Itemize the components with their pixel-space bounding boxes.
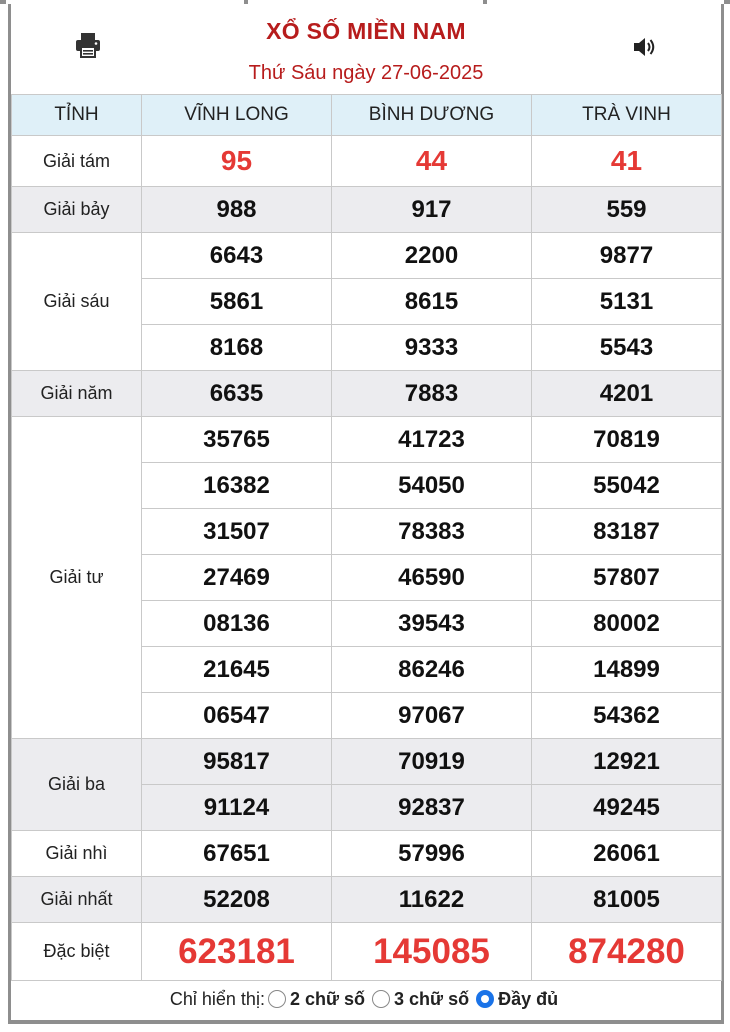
table-row <box>12 831 722 877</box>
prize-label: Giải nhì <box>12 831 142 877</box>
speaker-icon[interactable] <box>631 34 659 60</box>
table-row <box>12 187 722 233</box>
prize-number: 57807 <box>532 555 722 601</box>
results-header <box>11 4 721 94</box>
prize-number: 70919 <box>332 739 532 785</box>
table-header-row <box>12 95 722 136</box>
prize-number: 39543 <box>332 601 532 647</box>
col-header-vinh-long: VĨNH LONG <box>142 95 332 136</box>
prize-number: 5543 <box>532 325 722 371</box>
prize-number: 12921 <box>532 739 722 785</box>
prize-number: 6635 <box>142 371 332 417</box>
radio-unchecked[interactable] <box>372 990 390 1008</box>
prize-number: 14899 <box>532 647 722 693</box>
special-prize-number: 874280 <box>532 923 722 981</box>
table-row <box>12 233 722 279</box>
prize-number: 31507 <box>142 509 332 555</box>
prize-number: 06547 <box>142 693 332 739</box>
table-row <box>12 877 722 923</box>
table-row <box>12 371 722 417</box>
prize-number: 86246 <box>332 647 532 693</box>
prize-number: 54362 <box>532 693 722 739</box>
prize-number: 8615 <box>332 279 532 325</box>
prize-number: 95 <box>142 136 332 187</box>
prize-number: 27469 <box>142 555 332 601</box>
table-row <box>12 417 722 463</box>
prize-number: 97067 <box>332 693 532 739</box>
prize-number: 92837 <box>332 785 532 831</box>
prize-number: 80002 <box>532 601 722 647</box>
display-options-label: Chỉ hiển thị: <box>169 988 265 1009</box>
table-row <box>12 923 722 981</box>
radio-unchecked[interactable] <box>268 990 286 1008</box>
prize-number: 57996 <box>332 831 532 877</box>
prize-number: 78383 <box>332 509 532 555</box>
prize-number: 9877 <box>532 233 722 279</box>
option-label: Đầy đủ <box>498 988 559 1009</box>
prize-number: 7883 <box>332 371 532 417</box>
prize-number: 5131 <box>532 279 722 325</box>
prize-number: 41 <box>532 136 722 187</box>
prize-number: 4201 <box>532 371 722 417</box>
prize-number: 5861 <box>142 279 332 325</box>
option-label: 2 chữ số <box>289 988 366 1009</box>
prize-number: 21645 <box>142 647 332 693</box>
prize-number: 9333 <box>332 325 532 371</box>
table-row <box>12 739 722 785</box>
special-prize-number: 623181 <box>142 923 332 981</box>
prize-number: 6643 <box>142 233 332 279</box>
option-2-digits[interactable] <box>268 989 369 1010</box>
prize-label: Giải bảy <box>12 187 142 233</box>
table-row <box>12 136 722 187</box>
results-table <box>11 94 722 981</box>
option-label: 3 chữ số <box>394 988 470 1009</box>
option-3-digits[interactable] <box>372 989 473 1010</box>
prize-number: 95817 <box>142 739 332 785</box>
col-header-binh-duong: BÌNH DƯƠNG <box>332 95 532 136</box>
prize-number: 54050 <box>332 463 532 509</box>
prize-number: 46590 <box>332 555 532 601</box>
prize-number: 26061 <box>532 831 722 877</box>
prize-label: Giải năm <box>12 371 142 417</box>
prize-number: 08136 <box>142 601 332 647</box>
option-full[interactable] <box>476 989 562 1010</box>
display-options <box>11 979 721 1019</box>
prize-number: 70819 <box>532 417 722 463</box>
prize-number: 16382 <box>142 463 332 509</box>
prize-label: Giải tám <box>12 136 142 187</box>
prize-label: Giải ba <box>12 739 142 831</box>
prize-number: 44 <box>332 136 532 187</box>
special-prize-number: 145085 <box>332 923 532 981</box>
draw-date: Thứ Sáu ngày 27-06-2025 <box>248 62 484 84</box>
prize-number: 81005 <box>532 877 722 923</box>
prize-number: 83187 <box>532 509 722 555</box>
page-title: XỔ SỐ MIỀN NAM <box>266 18 466 44</box>
prize-number: 55042 <box>532 463 722 509</box>
prize-number: 52208 <box>142 877 332 923</box>
prize-number: 35765 <box>142 417 332 463</box>
prize-number: 67651 <box>142 831 332 877</box>
prize-number: 917 <box>332 187 532 233</box>
prize-label: Đặc biệt <box>12 923 142 981</box>
col-header-tra-vinh: TRÀ VINH <box>532 95 722 136</box>
prize-label: Giải sáu <box>12 233 142 371</box>
prize-number: 559 <box>532 187 722 233</box>
radio-checked[interactable] <box>476 990 494 1008</box>
prize-number: 8168 <box>142 325 332 371</box>
col-header-province: TỈNH <box>12 95 142 136</box>
results-panel <box>8 4 724 1024</box>
prize-number: 2200 <box>332 233 532 279</box>
prize-number: 41723 <box>332 417 532 463</box>
prize-number: 11622 <box>332 877 532 923</box>
prize-label: Giải tư <box>12 417 142 739</box>
prize-number: 988 <box>142 187 332 233</box>
prize-number: 91124 <box>142 785 332 831</box>
prize-number: 49245 <box>532 785 722 831</box>
prize-label: Giải nhất <box>12 877 142 923</box>
